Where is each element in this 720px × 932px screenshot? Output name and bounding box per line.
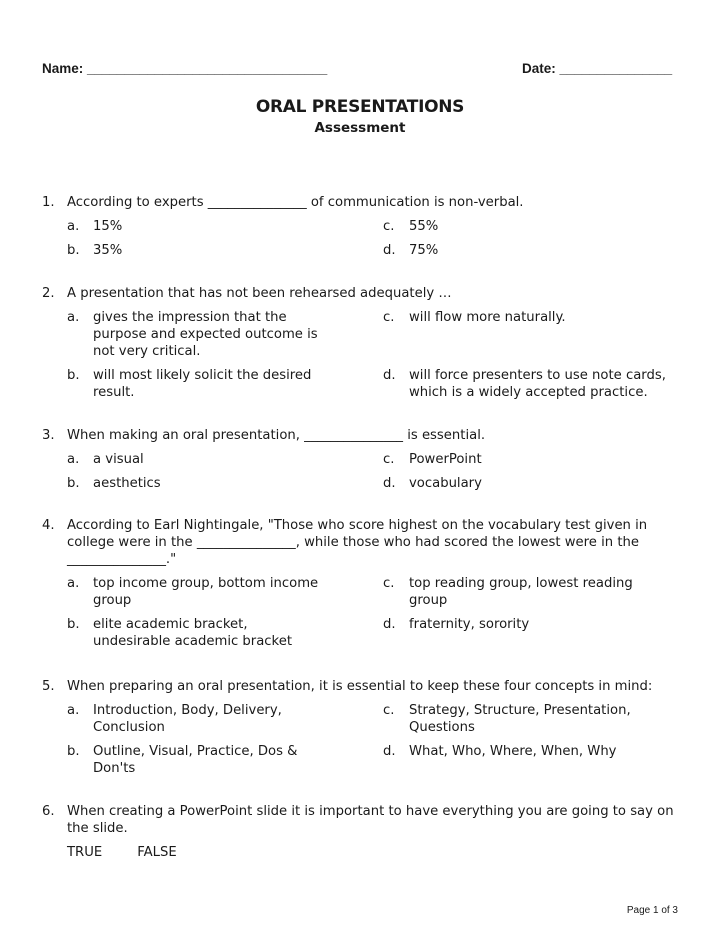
question-3 (42, 427, 682, 492)
question-number: 6. (42, 804, 55, 819)
option-letter: c. (383, 576, 395, 591)
option-text: vocabulary (409, 476, 482, 491)
option-c (383, 218, 683, 235)
question-number: 1. (42, 195, 55, 210)
option-letter: d. (383, 243, 396, 258)
option-letter: a. (67, 310, 80, 325)
option-letter: c. (383, 703, 395, 718)
question-6 (42, 803, 682, 861)
option-letter: c. (383, 310, 395, 325)
option-letter: c. (383, 452, 395, 467)
question-4 (42, 517, 682, 650)
option-letter: a. (67, 576, 80, 591)
option-letter: a. (67, 452, 80, 467)
question-1 (42, 194, 682, 259)
question-number: 4. (42, 518, 55, 533)
option-text: gives the impression that the purpose and expected outcome is not very critical. (93, 310, 318, 359)
option-b (67, 367, 383, 401)
true-option: TRUE (67, 845, 103, 860)
option-letter: a. (67, 219, 80, 234)
option-text: Introduction, Body, Delivery, Conclusion (93, 703, 282, 735)
option-d (383, 367, 683, 401)
question-text: When making an oral presentation, _______________ is essential. (67, 428, 486, 443)
date-field-label: Date: _______________ (522, 61, 673, 76)
option-b (67, 242, 383, 259)
question-text: When creating a PowerPoint slide it is important to have everything you are going to say on the slide. (67, 804, 674, 836)
option-text: will force presenters to use note cards, which is a widely accepted practice. (409, 368, 666, 400)
option-letter: d. (383, 617, 396, 632)
question-text: According to Earl Nightingale, "Those who score highest on the vocabulary test given in college were in the _______________, while those who had scored the lowest were in the _______________." (67, 518, 648, 567)
option-text: Outline, Visual, Practice, Dos & Don'ts (93, 744, 298, 776)
option-text: What, Who, Where, When, Why (409, 744, 617, 759)
option-text: Strategy, Structure, Presentation, Questions (409, 703, 631, 735)
question-text: According to experts _______________ of communication is non-verbal. (67, 195, 524, 210)
option-d (383, 616, 683, 650)
option-letter: b. (67, 368, 80, 383)
option-d (383, 475, 683, 492)
option-d (383, 743, 683, 777)
option-text: 35% (93, 243, 123, 258)
question-number: 3. (42, 428, 55, 443)
option-text: will flow more naturally. (409, 310, 566, 325)
option-text: top income group, bottom income group (93, 576, 319, 608)
option-text: elite academic bracket, undesirable academic bracket (93, 617, 293, 649)
question-number: 2. (42, 286, 55, 301)
question-2 (42, 285, 682, 401)
page-title: ORAL PRESENTATIONS (255, 97, 465, 117)
option-letter: b. (67, 744, 80, 759)
name-field-label: Name: ________________________________ (42, 61, 328, 76)
option-a (67, 575, 383, 609)
option-text: fraternity, sorority (409, 617, 530, 632)
option-text: a visual (93, 452, 144, 467)
question-5 (42, 678, 682, 777)
question-text: A presentation that has not been rehearsed adequately … (67, 286, 452, 301)
option-c (383, 702, 683, 736)
option-c (383, 309, 683, 360)
question-number: 5. (42, 679, 55, 694)
option-a (67, 451, 383, 468)
option-a (67, 218, 383, 235)
option-text: will most likely solicit the desired result. (93, 368, 312, 400)
option-text: top reading group, lowest reading group (409, 576, 633, 608)
option-text: 55% (409, 219, 439, 234)
option-letter: b. (67, 243, 80, 258)
option-letter: d. (383, 368, 396, 383)
option-c (383, 575, 683, 609)
option-letter: d. (383, 744, 396, 759)
false-option: FALSE (137, 845, 177, 860)
page-number: Page 1 of 3 (626, 905, 678, 916)
title-block (0, 97, 720, 136)
option-text: 75% (409, 243, 439, 258)
question-text: When preparing an oral presentation, it is essential to keep these four concepts in mind: (67, 679, 653, 694)
option-text: PowerPoint (409, 452, 482, 467)
option-letter: b. (67, 476, 80, 491)
option-letter: c. (383, 219, 395, 234)
option-b (67, 475, 383, 492)
option-b (67, 616, 383, 650)
option-a (67, 309, 383, 360)
option-letter: b. (67, 617, 80, 632)
option-letter: a. (67, 703, 80, 718)
option-c (383, 451, 683, 468)
option-text: 15% (93, 219, 123, 234)
option-letter: d. (383, 476, 396, 491)
option-a (67, 702, 383, 736)
option-text: aesthetics (93, 476, 161, 491)
page-subtitle: Assessment (314, 120, 406, 136)
option-b (67, 743, 383, 777)
option-d (383, 242, 683, 259)
